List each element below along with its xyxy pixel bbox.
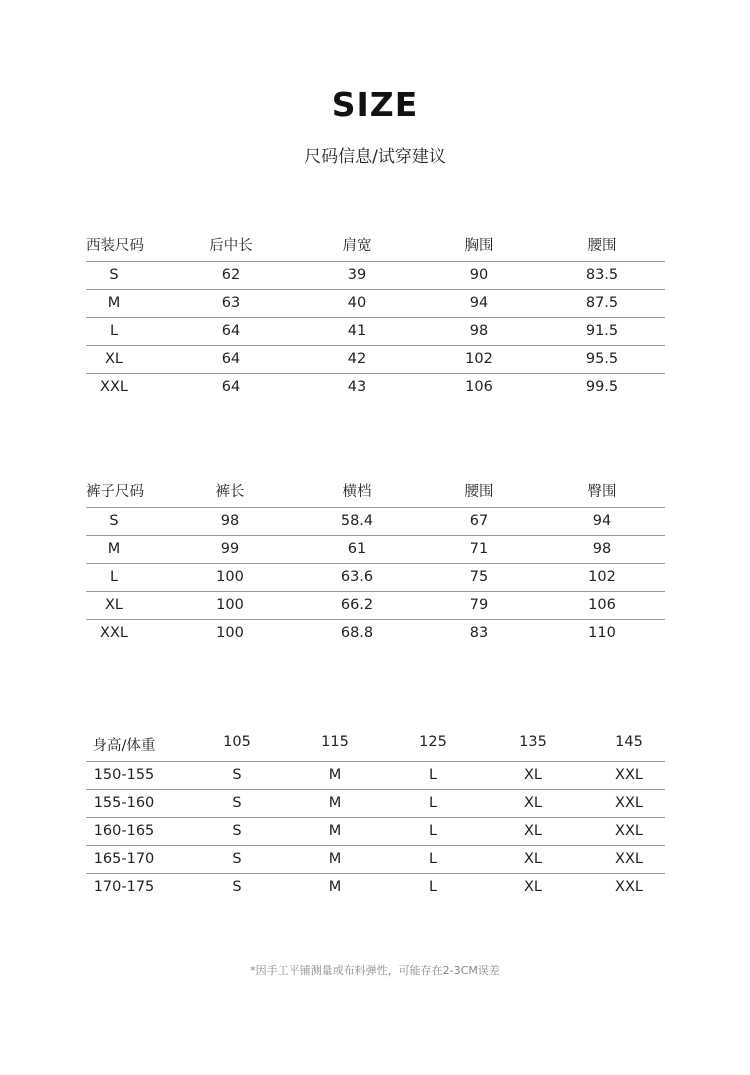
table-cell: M [328,795,342,811]
table-cell: 87.5 [585,295,619,311]
table-cell: 66.2 [340,597,374,613]
table-cell: M [328,879,342,895]
table-cell: XXL [100,625,128,641]
table-cell: 39 [347,267,367,283]
table-row [86,873,665,901]
table-row [86,261,665,289]
table-cell: 胸围 [464,238,494,254]
table-cell: 106 [465,379,493,395]
measurement-note: *因手工平铺测量或布料弹性，可能存在2-3CM误差 [250,964,500,977]
table-cell: S [232,851,242,867]
table-row [86,535,665,563]
table-cell: 63 [221,295,241,311]
table-row [86,761,665,789]
table-cell: 62 [221,267,241,283]
table-cell: 42 [347,351,367,367]
table-cell: 71 [469,541,489,557]
table-row [86,845,665,873]
table-cell: 100 [216,597,244,613]
table-cell: 83 [469,625,489,641]
table-cell: 腰围 [587,238,617,254]
table-cell: 95.5 [585,351,619,367]
table-cell: L [428,767,438,783]
table-row [86,345,665,373]
table-cell: 横档 [342,484,372,500]
table-cell: 68.8 [340,625,374,641]
table-cell: 58.4 [340,513,374,529]
table-cell: 61 [347,541,367,557]
table-row [86,373,665,401]
table-cell: 102 [588,569,616,585]
table-cell: L [428,851,438,867]
table-cell: 170-175 [93,879,155,895]
table-cell: 100 [216,625,244,641]
table-cell: XL [523,823,542,839]
height-weight-table [0,734,750,901]
table-cell: M [328,851,342,867]
table-cell: XL [523,851,542,867]
table-cell: 98 [220,513,240,529]
table-cell: XL [104,597,123,613]
table-cell: 75 [469,569,489,585]
table-cell: XXL [615,767,643,783]
table-cell: 160-165 [93,823,155,839]
table-row [86,619,665,647]
table-cell: 裤子尺码 [86,484,144,500]
table-cell: 裤长 [215,484,245,500]
table-row [86,789,665,817]
table-cell: 99.5 [585,379,619,395]
table-cell: 94 [469,295,489,311]
table-cell: 臀围 [587,484,617,500]
table-cell: 102 [465,351,493,367]
table-cell: S [109,267,119,283]
table-row [86,317,665,345]
table-cell: 135 [519,734,547,750]
table-cell: XXL [615,879,643,895]
table-cell: XXL [615,823,643,839]
table-cell: 64 [221,351,241,367]
table-cell: 67 [469,513,489,529]
page-title: SIZE [331,85,419,124]
table-cell: 105 [223,734,251,750]
table-cell: 94 [592,513,612,529]
table-cell: 41 [347,323,367,339]
table-cell: XXL [100,379,128,395]
pants-size-table [0,480,750,647]
table-header-row [0,734,750,761]
table-cell: S [232,767,242,783]
table-cell: 79 [469,597,489,613]
table-row [86,563,665,591]
table-cell: S [232,823,242,839]
table-cell: 身高/体重 [92,738,156,754]
table-cell: 99 [220,541,240,557]
table-cell: S [109,513,119,529]
table-cell: M [328,767,342,783]
table-cell: M [107,295,121,311]
table-cell: L [428,795,438,811]
table-cell: 肩宽 [342,238,372,254]
table-cell: 155-160 [93,795,155,811]
table-cell: 150-155 [93,767,155,783]
table-cell: 98 [469,323,489,339]
table-cell: 40 [347,295,367,311]
table-cell: 后中长 [209,238,253,254]
table-cell: 西装尺码 [86,238,144,254]
table-cell: 115 [321,734,349,750]
table-cell: 90 [469,267,489,283]
table-row [86,289,665,317]
table-row [86,817,665,845]
table-cell: XL [523,879,542,895]
table-cell: 100 [216,569,244,585]
table-cell: 43 [347,379,367,395]
table-cell: XXL [615,795,643,811]
table-cell: 125 [419,734,447,750]
table-cell: XL [523,767,542,783]
table-header-row [0,480,750,507]
table-cell: 145 [615,734,643,750]
table-cell: 64 [221,323,241,339]
table-cell: S [232,879,242,895]
table-cell: L [428,879,438,895]
table-cell: XXL [615,851,643,867]
table-cell: 83.5 [585,267,619,283]
table-cell: M [107,541,121,557]
table-cell: L [109,323,119,339]
table-cell: 98 [592,541,612,557]
table-cell: M [328,823,342,839]
table-cell: L [428,823,438,839]
table-cell: 165-170 [93,851,155,867]
suit-size-table [0,234,750,401]
table-cell: 腰围 [464,484,494,500]
table-cell: 63.6 [340,569,374,585]
table-cell: XL [523,795,542,811]
table-cell: 106 [588,597,616,613]
table-cell: S [232,795,242,811]
page-subtitle: 尺码信息/试穿建议 [304,147,446,167]
table-cell: XL [104,351,123,367]
table-row [86,591,665,619]
table-cell: 110 [588,625,616,641]
table-cell: 91.5 [585,323,619,339]
table-header-row [0,234,750,261]
table-row [86,507,665,535]
table-cell: L [109,569,119,585]
table-cell: 64 [221,379,241,395]
